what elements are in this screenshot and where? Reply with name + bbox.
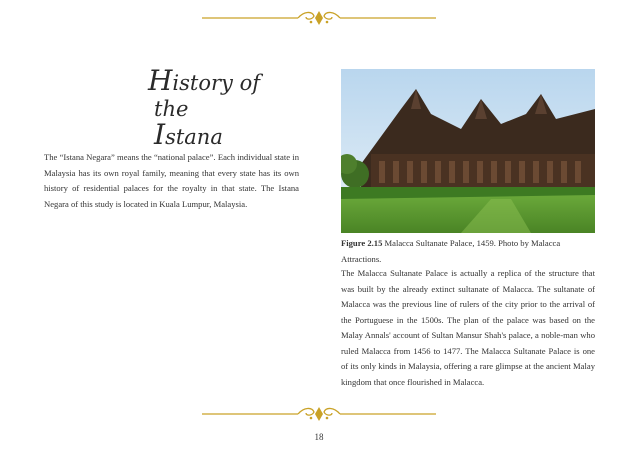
flourish-ornament-icon (202, 10, 436, 26)
palace-photo (341, 69, 595, 233)
title-line-2: the Istana (154, 97, 223, 151)
page-number: 18 (314, 432, 324, 442)
flourish-ornament-icon (202, 406, 436, 422)
intro-paragraph: The “Istana Negara” means the “national palace”. Each individual state in Malaysia has its own royal family, meaning that every state has its own history of residential palaces for the royalty in that state. The Istana Negara of this study is located in Kuala Lumpur, Malaysia. (44, 152, 299, 209)
body-paragraph: The Malacca Sultanate Palace is actually a replica of the structure that was built by the already extinct sultanate of Malacca. The sultanate of Malacca was the previous line of rulers of the city prior to the arrival of the Portuguese in the 1500s. The plan of the palace was based on the Malay Annals' account of Sultan Mansur Shah's palace, a noble-man who ruled Malacca from 1456 to 1477. The Malacca Sultanate Palace is one of its only kinds in Malaysia, offering a rare glimpse at the ancient Malay kingdom that once flourished in Malacca. (341, 268, 595, 387)
figure-caption-text: Malacca Sultanate Palace, 1459. Photo by Malacca Attractions. (341, 238, 561, 264)
page-title (130, 64, 260, 151)
top-ornament (202, 10, 436, 26)
palace-image (341, 69, 595, 233)
figure-label: Figure 2.15 (341, 238, 383, 248)
title-line-1: History of (148, 64, 260, 97)
figure-caption (341, 236, 595, 267)
bottom-ornament (202, 406, 436, 422)
